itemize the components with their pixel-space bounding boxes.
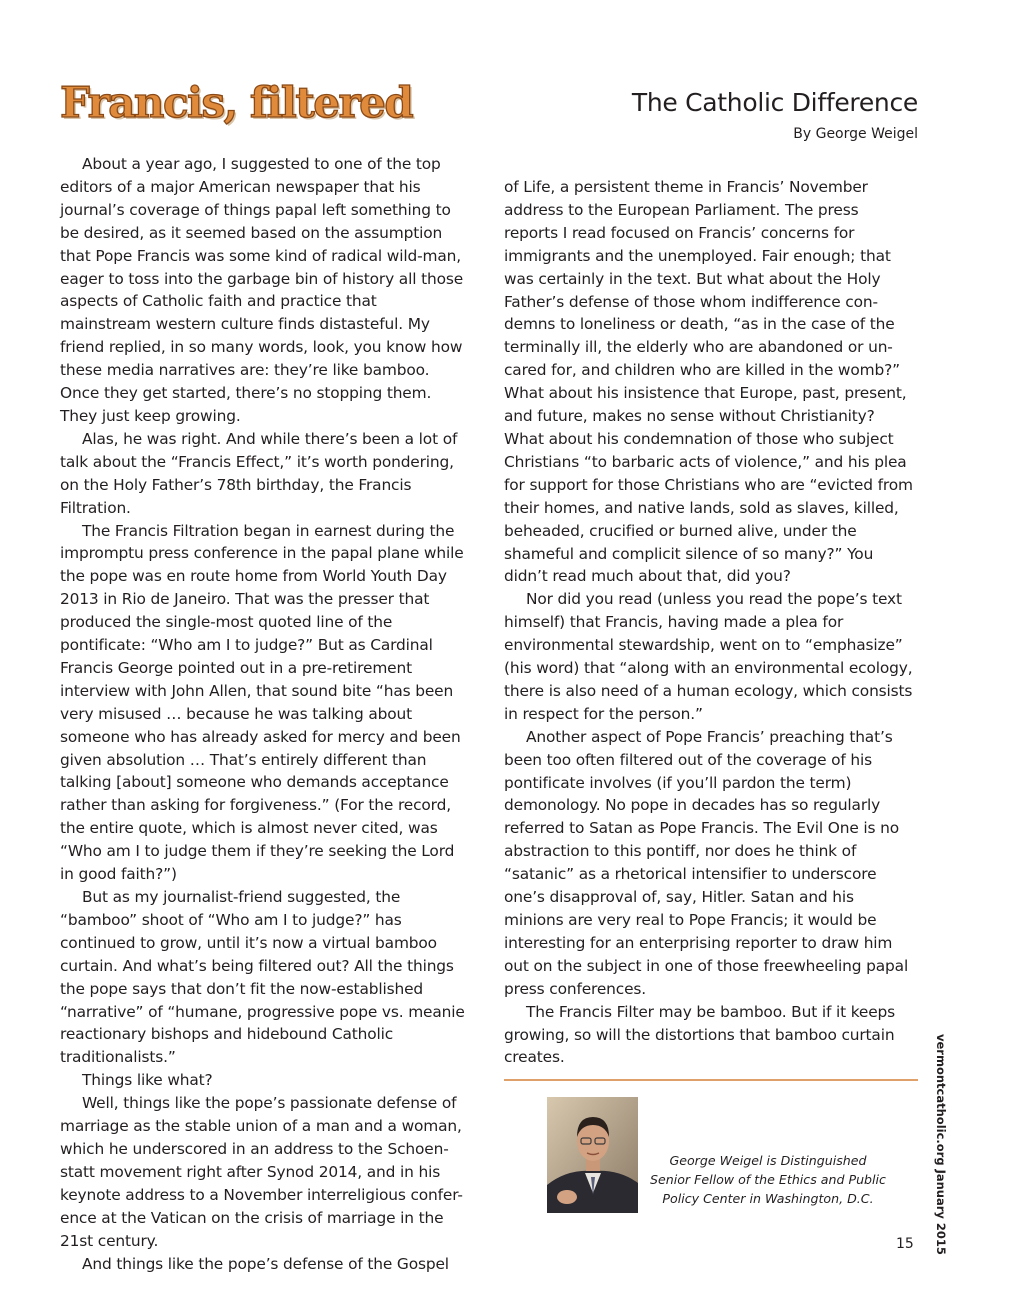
column-title: The Catholic Difference	[631, 88, 918, 117]
paragraph: The Francis Filter may be bamboo. But if it keeps growing, so will the distortions that bamboo curtain creates.	[504, 1002, 896, 1067]
divider-rule	[504, 1079, 918, 1081]
paragraph: About a year ago, I suggested to one of the top editors of a major American newspaper that his journal’s coverage of things papal left something to be desired, as it seemed based on the assumption that Pope Francis was some kind of radical wild-man, eager to toss into the garbage bin of history all those aspects of Catholic faith and practice that mainstream western culture finds distasteful. My friend replied, in so many words, look, you know how these media narratives are: they’re like bamboo. Once they get started, there’s no stopping them. They just keep growing.	[60, 155, 464, 425]
sidebar-label: vermontcatholic.org January 2015	[934, 1034, 948, 1255]
author-bio: George Weigel is Distinguished Senior Fellow of the Ethics and Public Policy Center in Washington, D.C.	[650, 1153, 886, 1206]
paragraph: And things like the pope’s defense of the Gospel	[82, 1254, 449, 1273]
paragraph: Well, things like the pope’s passionate defense of marriage as the stable union of a man and a woman, which he underscored in an address to the Schoen-statt movement right after Synod 2014, and in his keynote address to a November interreligious confer-ence at the Vatican on the crisis of marriage in the 21st century.	[60, 1094, 463, 1250]
paragraph: Another aspect of Pope Francis’ preaching that’s been too often filtered out of the coverage of his pontificate involves (if you’ll pardon the term) demonology. No pope in decades has so regularly referred to Satan as Pope Francis. The Evil One is no abstraction to this pontiff, nor does he think of “satanic” as a rhetorical intensifier to underscore one’s disapproval of, say, Hitler. Satan and his minions are very real to Pope Francis; it would be interesting for an enterprising reporter to draw him out on the subject in one of those freewheeling papal press conferences.	[504, 727, 909, 998]
author-photo	[547, 1097, 638, 1213]
paragraph: But as my journalist-friend suggested, the “bamboo” shoot of “Who am I to judge?” has continued to grow, until it’s now a virtual bamboo curtain. And what’s being filtered out? All the things the pope says that don’t fit the now-established “narrative” of “humane, progressive pope vs. meanie reactionary bishops and hidebound Catholic traditionalists.”	[60, 888, 465, 1067]
paragraph: Things like what?	[82, 1071, 213, 1090]
paragraph: Alas, he was right. And while there’s been a lot of talk about the “Francis Effect,” it’s worth pondering, on the Holy Father’s 78th birthday, the Francis Filtration.	[60, 429, 458, 517]
paragraph-continued: of Life, a persistent theme in Francis’ November address to the European Parliament. The press reports I read focused on Francis’ concerns for immigrants and the unemployed. Fair enough; that was certainly in the text. But what about the Holy Father’s defense of those whom indifference con-demns to loneliness or death, “as in the case of the terminally ill, the elderly who are abandoned or un-cared for, and children who are killed in the womb?” What about his insistence that Europe, past, present, and future, makes no sense without Christianity? What about his condemnation of those who subject Christians “to barbaric acts of violence,” and his plea for support for those Christians who are “evicted from their homes, and native lands, sold as slaves, killed, beheaded, crucified or burned alive, under the shameful and complicit silence of so many?” You didn’t read much about that, did you?	[504, 178, 913, 586]
byline: By George Weigel	[793, 126, 918, 142]
paragraph: Nor did you read (unless you read the pope’s text himself) that Francis, having made a plea for environmental stewardship, went on to “emphasize” (his word) that “along with an environmental ecology, there is also need of a human ecology, which consists in respect for the person.”	[504, 590, 913, 723]
body-column-right	[504, 176, 917, 1069]
body-column-left	[60, 153, 472, 1275]
page-number: 15	[896, 1236, 914, 1252]
paragraph: The Francis Filtration began in earnest during the impromptu press conference in the papal plane while the pope was en route home from World Youth Day 2013 in Rio de Janeiro. That was the presser that produced the single-most quoted line of the pontificate: “Who am I to judge?” But as Cardinal Francis George pointed out in a pre-retirement interview with John Allen, that sound bite “has been very misused … because he was talking about someone who has already asked for mercy and been given absolution … That’s entirely different than talking [about] someone who demands acceptance rather than asking for forgiveness.” (For the record, the entire quote, which is almost never cited, was “Who am I to judge them if they’re seeking the Lord in good faith?”)	[60, 521, 464, 884]
headline: Francis, filtered	[60, 78, 413, 127]
